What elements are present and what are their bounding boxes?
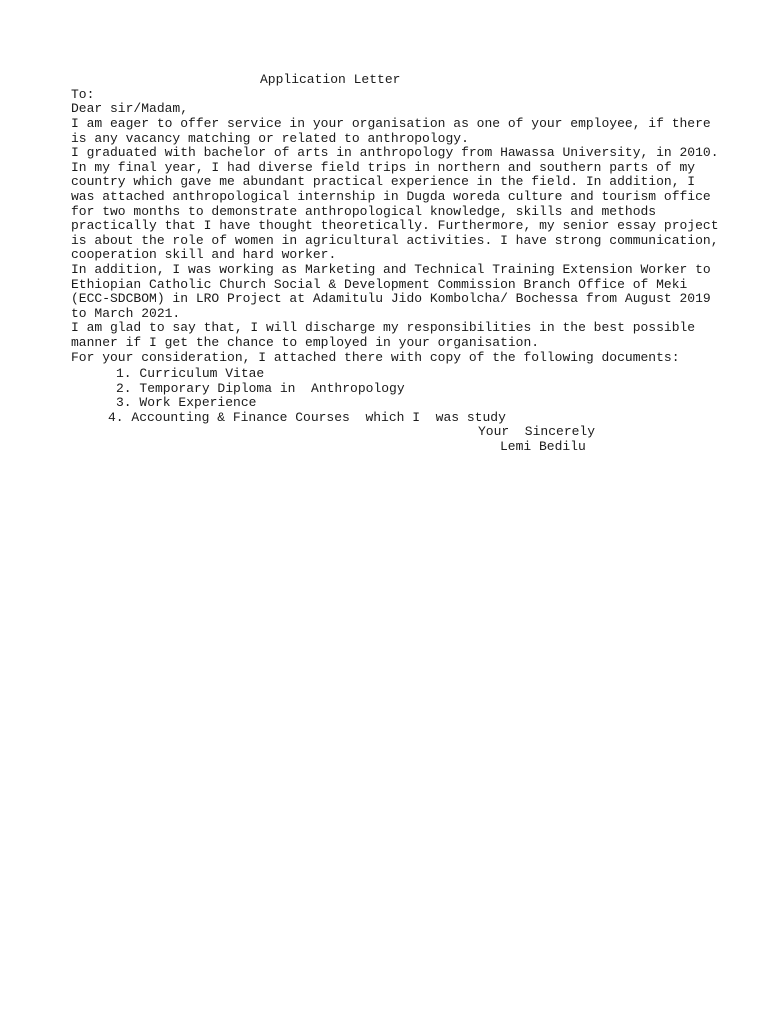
attached-documents-list	[71, 367, 506, 425]
body-line: In my final year, I had diverse field trips in northern and southern parts of my	[71, 159, 696, 175]
body-line: is any vacancy matching or related to anthropology.	[71, 130, 469, 146]
body-line: I am eager to offer service in your organisation as one of your employee, if there	[71, 116, 711, 131]
body-line: Ethiopian Catholic Church Social & Development Commission Branch Office of Meki	[71, 276, 688, 292]
list-item: 3. Work Experience	[116, 395, 257, 411]
body-line: In addition, I was working as Marketing and Technical Training Extension Worker to	[71, 261, 711, 277]
list-item: 1. Curriculum Vitae	[116, 366, 265, 381]
body-line: to March 2021.	[71, 305, 181, 321]
letter-body	[71, 117, 719, 365]
closing-line: Your Sincerely	[478, 424, 596, 439]
body-line: I am glad to say that, I will discharge my responsibilities in the best possible	[71, 320, 696, 336]
body-line: is about the role of women in agricultural activities. I have strong communication,	[71, 232, 719, 248]
body-line: was attached anthropological internship in Dugda woreda culture and tourism office	[71, 188, 711, 204]
body-line: I graduated with bachelor of arts in anthropology from Hawassa University, in 2010.	[71, 145, 719, 161]
letter-title: Application Letter	[260, 72, 401, 87]
salutation: Dear sir/Madam,	[71, 101, 189, 116]
body-line: practically that I have thought theoretically. Furthermore, my senior essay project	[71, 218, 719, 234]
signature-name: Lemi Bedilu	[500, 439, 586, 454]
body-line: country which gave me abundant practical experience in the field. In addition, I	[71, 174, 696, 190]
body-line: cooperation skill and hard worker.	[71, 247, 337, 263]
body-line: manner if I get the chance to employed in your organisation.	[71, 334, 540, 350]
body-line: (ECC-SDCBOM) in LRO Project at Adamitulu Jido Kombolcha/ Bochessa from August 2019	[71, 291, 711, 307]
body-line: for two months to demonstrate anthropological knowledge, skills and methods	[71, 203, 657, 219]
list-item: 2. Temporary Diploma in Anthropology	[116, 380, 405, 396]
list-item: 4. Accounting & Finance Courses which I was study	[108, 409, 506, 425]
body-line: For your consideration, I attached there with copy of the following documents:	[71, 349, 680, 365]
recipient-line: To:	[71, 87, 95, 102]
